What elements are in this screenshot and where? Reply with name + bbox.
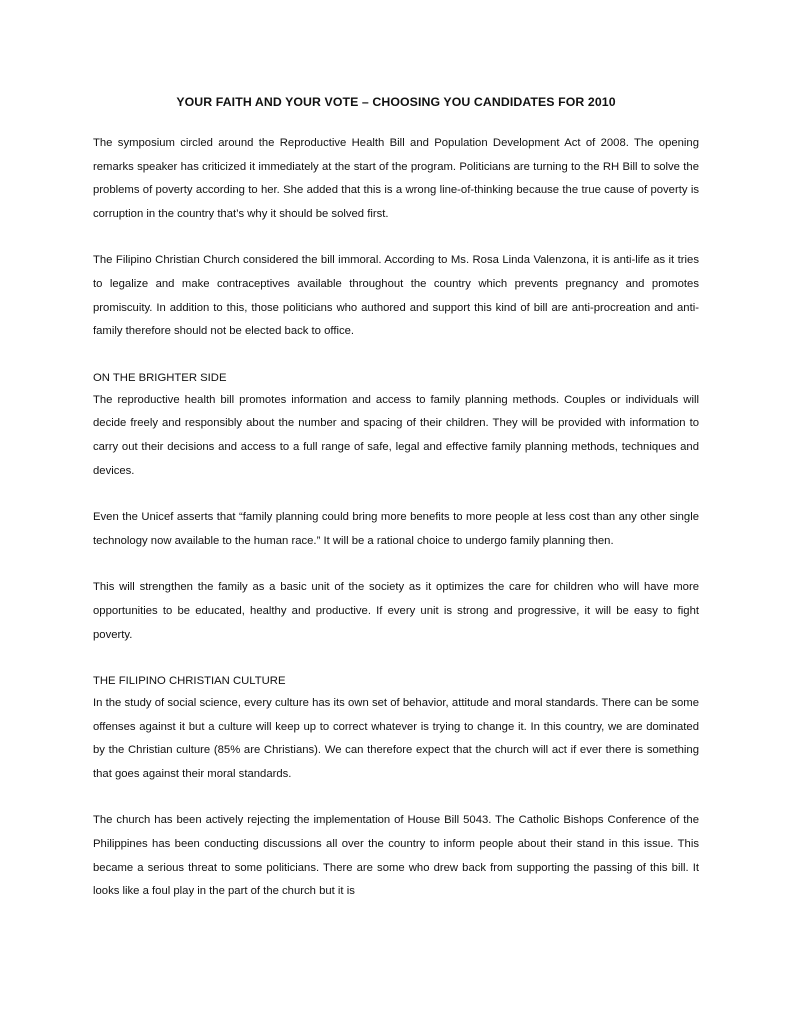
paragraph-church-rejecting: The church has been actively rejecting the implementation of House Bill 5043. The Catholic Bishops Conference of the Philippines has been conducting discussions all over the country to inform people about their stand in this issue. This became a serious threat to some politicians. There are some who drew back from supporting the passing of this bill. It looks like a foul play in the part of the church but it is	[93, 814, 699, 898]
paragraph-social-science: In the study of social science, every culture has its own set of behavior, attitude and moral standards. There can be some offenses against it but a culture will keep up to correct whatever is trying to change it. In this country, we are dominated by the Christian culture (85% are Christians). We can therefore expect that the church will act if ever there is something that goes against their moral standards.	[93, 697, 699, 780]
section-heading-christian-culture: THE FILIPINO CHRISTIAN CULTURE	[93, 675, 286, 688]
paragraph-unicef: Even the Unicef asserts that “family planning could bring more benefits to more people at less cost than any other single technology now available to the human race.” It will be a rational choice to undergo family planning then.	[93, 511, 699, 547]
paragraph-strengthen-family: This will strengthen the family as a basic unit of the society as it optimizes the care for children who will have more opportunities to be educated, healthy and productive. If every unit is strong and progressive, it will be easy to fight poverty.	[93, 581, 699, 641]
paragraph-symposium: The symposium circled around the Reproductive Health Bill and Population Development Act of 2008. The opening remarks speaker has criticized it immediately at the start of the program. Politicians are turning to the RH Bill to solve the problems of poverty according to her. She added that this is a wrong line-of-thinking because the true cause of poverty is corruption in the country that’s why it should be solved first.	[93, 137, 699, 220]
paragraph-rh-bill-promotes: The reproductive health bill promotes information and access to family planning methods. Couples or individuals will decide freely and responsibly about the number and spacing of their children. They will be provided with information to carry out their decisions and access to a full range of safe, legal and effective family planning methods, techniques and devices.	[93, 393, 699, 477]
document-page	[93, 93, 699, 904]
paragraph-church-view: The Filipino Christian Church considered the bill immoral. According to Ms. Rosa Linda Valenzona, it is anti-life as it tries to legalize and make contraceptives available throughout the country which prevents pregnancy and promotes promiscuity. In addition to this, those politicians who authored and support this kind of bill are anti-procreation and anti-family therefore should not be elected back to office.	[93, 254, 699, 338]
section-heading-brighter-side: ON THE BRIGHTER SIDE	[93, 371, 227, 384]
document-title: YOUR FAITH AND YOUR VOTE – CHOOSING YOU CANDIDATES FOR 2010	[176, 95, 616, 109]
